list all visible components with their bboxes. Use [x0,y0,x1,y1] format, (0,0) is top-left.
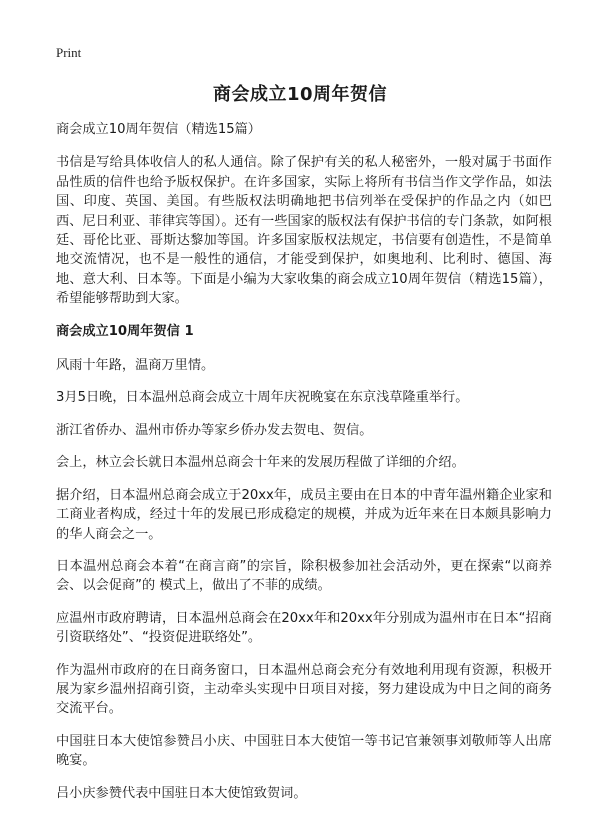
section-heading: 商会成立10周年贺信 1 [56,323,194,339]
paragraph: 会上，林立会长就日本温州总商会十年来的发展历程做了详细的介绍。 [56,455,465,471]
paragraph: 据介绍，日本温州总商会成立于20xx年，成员主要由在日本的中青年温州籍企业家和工商业者构成，经过十年的发展已形成稳定的规模，并成为近年来在日本颇具影响力的华人商会之一。 [56,487,552,542]
paragraph: 日本温州总商会本着“在商言商”的宗旨，除积极参加社会活动外，更在探索“以商养会、以会促商”的 模式上，做出了不菲的成绩。 [56,558,552,594]
print-link[interactable]: Print [56,45,82,60]
paragraph: 吕小庆参赞代表中国驻日本大使馆致贺词。 [56,785,307,801]
intro-paragraph: 书信是写给具体收信人的私人通信。除了保护有关的私人秘密外，一般对属于书面作品性质的信件也给予版权保护。在许多国家，实际上将所有书信当作文学作品，如法国、印度、英国、美国。有些版权法明确地把书信列举在受保护的作品之内（如巴西、尼日利亚、菲律宾等国）。还有一些国家的版权法有保护书信的专门条款，如阿根廷、哥伦比亚、哥斯达黎加等国。许多国家版权法规定，书信要有创造性，不是简单地交流情况，也不是一般性的通信，才能受到保护，如奥地利、比利时、德国、海地、意大利、日本等。下面是小编为大家收集的商会成立10周年贺信（精选15篇），希望能够帮助到大家。 [56,155,552,307]
paragraph: 作为温州市政府的在日商务窗口，日本温州总商会充分有效地利用现有资源，积极开展为家乡温州招商引资，主动牵头实现中日项目对接，努力建设成为中日之间的商务交流平台。 [56,662,552,717]
article-subtitle: 商会成立10周年贺信（精选15篇） [56,122,261,137]
paragraph: 3月5日晚，日本温州总商会成立十周年庆祝晚宴在东京浅草隆重举行。 [56,390,469,406]
page-title: 商会成立10周年贺信 [212,84,388,105]
paragraph: 风雨十年路，温商万里情。 [56,358,215,374]
paragraph: 浙江省侨办、温州市侨办等家乡侨办发去贺电、贺信。 [56,422,373,438]
paragraph: 应温州市政府聘请，日本温州总商会在20xx年和20xx年分别成为温州市在日本“招商引资联络处”、“投资促进联络处”。 [56,610,552,646]
paragraph: 中国驻日本大使馆参赞吕小庆、中国驻日本大使馆一等书记官兼领事刘敬师等人出席晚宴。 [56,733,552,769]
article-body [56,120,552,816]
